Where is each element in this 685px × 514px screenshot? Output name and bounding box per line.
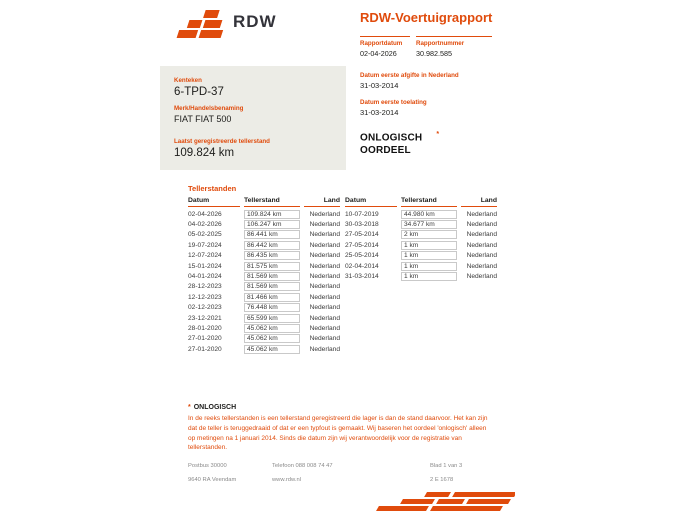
row-tellerstand: 86.441 km (244, 230, 300, 239)
row-tellerstand: 1 km (401, 241, 457, 250)
table-row (188, 334, 340, 344)
footnote-title-text: ONLOGISCH (193, 404, 237, 411)
oordeel-footnote-marker: * (436, 131, 440, 138)
footer-address (188, 464, 236, 493)
row-land: Nederland (309, 241, 340, 249)
row-datum: 12-12-2023 (188, 293, 222, 301)
page-title: RDW-Voertuigrapport (360, 10, 493, 25)
row-datum: 27-01-2020 (188, 345, 222, 353)
rapportdatum-label: Rapportdatum (360, 40, 403, 47)
vehicle-summary-box (160, 66, 346, 170)
row-datum: 15-01-2024 (188, 262, 222, 270)
row-datum: 04-01-2024 (188, 273, 222, 281)
oordeel-status (360, 131, 520, 157)
kenteken-label: Kenteken (174, 77, 202, 84)
table-row (345, 240, 497, 250)
footer-pagination (430, 464, 462, 493)
rapportnummer-label: Rapportnummer (416, 40, 465, 47)
row-datum: 28-01-2020 (188, 324, 222, 332)
report-meta (360, 36, 492, 58)
afgifte-value: 31-03-2014 (360, 81, 399, 90)
row-land: Nederland (466, 252, 497, 260)
row-tellerstand: 45.062 km (244, 345, 300, 354)
row-tellerstand: 1 km (401, 262, 457, 271)
table-row (188, 240, 340, 250)
row-tellerstand: 2 km (401, 230, 457, 239)
table-header (345, 197, 497, 207)
laatste-tellerstand-value: 109.824 km (174, 147, 235, 159)
row-tellerstand: 81.569 km (244, 282, 300, 291)
toelating-value: 31-03-2014 (360, 108, 399, 117)
toelating-label: Datum eerste toelating (360, 99, 427, 106)
table-row (188, 323, 340, 333)
row-land: Nederland (309, 273, 340, 281)
laatste-tellerstand-label: Laatst geregistreerde tellerstand (174, 138, 270, 145)
footer-form-code: 2 E 1678 (430, 477, 454, 484)
row-tellerstand: 86.442 km (244, 241, 300, 250)
row-datum: 23-12-2021 (188, 314, 222, 322)
footer-phone: Telefoon 088 008 74 47 (272, 463, 333, 469)
row-land: Nederland (309, 335, 340, 343)
footnote-body: In de reeks tellerstanden is een tellerstand geregistreerd die lager is dan de stand daarvoor. Het kan zijn dat de teller is teruggedraaid of dat er een typfout is gemaakt. Wij baseren het oordeel 'onlogisch' alleen op metingen na 1 januari 2014. Sinds die datum zijn wij verantwoordelijk voor de registratie van tellerstanden. (188, 415, 488, 452)
row-land: Nederland (309, 210, 340, 218)
footnote-title (188, 404, 490, 411)
rapportnummer-field (416, 36, 492, 58)
table-header (188, 197, 340, 207)
row-land: Nederland (466, 210, 497, 218)
row-datum: 31-03-2014 (345, 273, 379, 281)
afgifte-label: Datum eerste afgifte in Nederland (360, 72, 459, 79)
rdw-logo-text: RDW (233, 12, 277, 31)
row-land: Nederland (309, 314, 340, 322)
row-datum: 02-04-2026 (188, 210, 222, 218)
row-tellerstand: 45.062 km (244, 334, 300, 343)
registration-info (360, 72, 520, 157)
row-datum: 27-05-2014 (345, 231, 379, 239)
table-row (188, 313, 340, 323)
row-datum: 02-04-2014 (345, 262, 379, 270)
footnote-marker: * (188, 404, 191, 411)
rdw-stripes-decoration-icon (375, 492, 515, 512)
tellerstanden-title: Tellerstanden (188, 184, 237, 193)
row-land: Nederland (309, 304, 340, 312)
merk-value: FIAT FIAT 500 (174, 114, 232, 124)
table-row (345, 209, 497, 219)
kenteken-value: 6-TPD-37 (174, 86, 224, 98)
table-row (188, 230, 340, 240)
oordeel-line1: ONLOGISCH (360, 132, 423, 144)
oordeel-line2: OORDEEL (360, 144, 411, 156)
tellerstanden-section (188, 184, 498, 354)
onlogisch-footnote (188, 404, 490, 453)
row-land: Nederland (309, 252, 340, 260)
merk-label: Merk/Handelsbenaming (174, 105, 244, 112)
row-datum: 28-12-2023 (188, 283, 222, 291)
row-datum: 25-05-2014 (345, 252, 379, 260)
table-row (345, 251, 497, 261)
table-row (345, 230, 497, 240)
row-tellerstand: 44.980 km (401, 210, 457, 219)
row-datum: 27-05-2014 (345, 241, 379, 249)
row-datum: 05-02-2025 (188, 231, 222, 239)
table-row (188, 303, 340, 313)
rapportnummer-value: 30.982.585 (416, 49, 452, 58)
row-datum: 27-01-2020 (188, 335, 222, 343)
row-tellerstand: 1 km (401, 272, 457, 281)
row-land: Nederland (466, 241, 497, 249)
footer-website: www.rdw.nl (272, 477, 301, 484)
row-land: Nederland (309, 283, 340, 291)
row-tellerstand: 81.575 km (244, 262, 300, 271)
row-tellerstand: 81.569 km (244, 272, 300, 281)
table-row (345, 261, 497, 271)
column-header-land: Land (304, 197, 340, 207)
footer-page-number: Blad 1 van 3 (430, 463, 463, 469)
column-header-datum: Datum (188, 197, 240, 207)
row-tellerstand: 65.599 km (244, 314, 300, 323)
table-row (345, 219, 497, 229)
row-land: Nederland (309, 324, 340, 332)
row-tellerstand: 34.677 km (401, 220, 457, 229)
table-row (188, 282, 340, 292)
table-row (188, 344, 340, 354)
table-row (188, 271, 340, 281)
table-row (345, 271, 497, 281)
rapportdatum-value: 02-04-2026 (360, 49, 397, 58)
column-header-datum: Datum (345, 197, 397, 207)
footer-address-line1: Postbus 30000 (188, 463, 227, 469)
table-row (188, 251, 340, 261)
row-datum: 04-02-2026 (188, 221, 222, 229)
row-tellerstand: 45.062 km (244, 324, 300, 333)
row-datum: 19-07-2024 (188, 241, 222, 249)
row-land: Nederland (309, 221, 340, 229)
table-row (188, 219, 340, 229)
row-land: Nederland (466, 231, 497, 239)
rdw-logo-icon (172, 9, 230, 41)
column-header-tellerstand: Tellerstand (401, 197, 457, 207)
row-tellerstand: 81.466 km (244, 293, 300, 302)
column-header-tellerstand: Tellerstand (244, 197, 300, 207)
row-land: Nederland (309, 231, 340, 239)
row-tellerstand: 1 km (401, 251, 457, 260)
tellerstanden-table-right (345, 197, 497, 282)
row-land: Nederland (466, 262, 497, 270)
row-land: Nederland (309, 293, 340, 301)
table-row (188, 209, 340, 219)
row-land: Nederland (466, 273, 497, 281)
row-datum: 10-07-2019 (345, 210, 379, 218)
column-header-land: Land (461, 197, 497, 207)
rapportdatum-field (360, 36, 410, 58)
row-datum: 12-07-2024 (188, 252, 222, 260)
row-tellerstand: 86.435 km (244, 251, 300, 260)
footer-contact (272, 464, 333, 493)
row-land: Nederland (309, 345, 340, 353)
footer-address-line2: 9640 RA Veendam (188, 477, 237, 484)
row-tellerstand: 76.448 km (244, 303, 300, 312)
tellerstanden-table-left (188, 197, 340, 354)
row-land: Nederland (309, 262, 340, 270)
row-land: Nederland (466, 221, 497, 229)
table-row (188, 261, 340, 271)
row-datum: 02-12-2023 (188, 304, 222, 312)
row-tellerstand: 106.247 km (244, 220, 300, 229)
row-datum: 30-03-2018 (345, 221, 379, 229)
table-row (188, 292, 340, 302)
row-tellerstand: 109.824 km (244, 210, 300, 219)
